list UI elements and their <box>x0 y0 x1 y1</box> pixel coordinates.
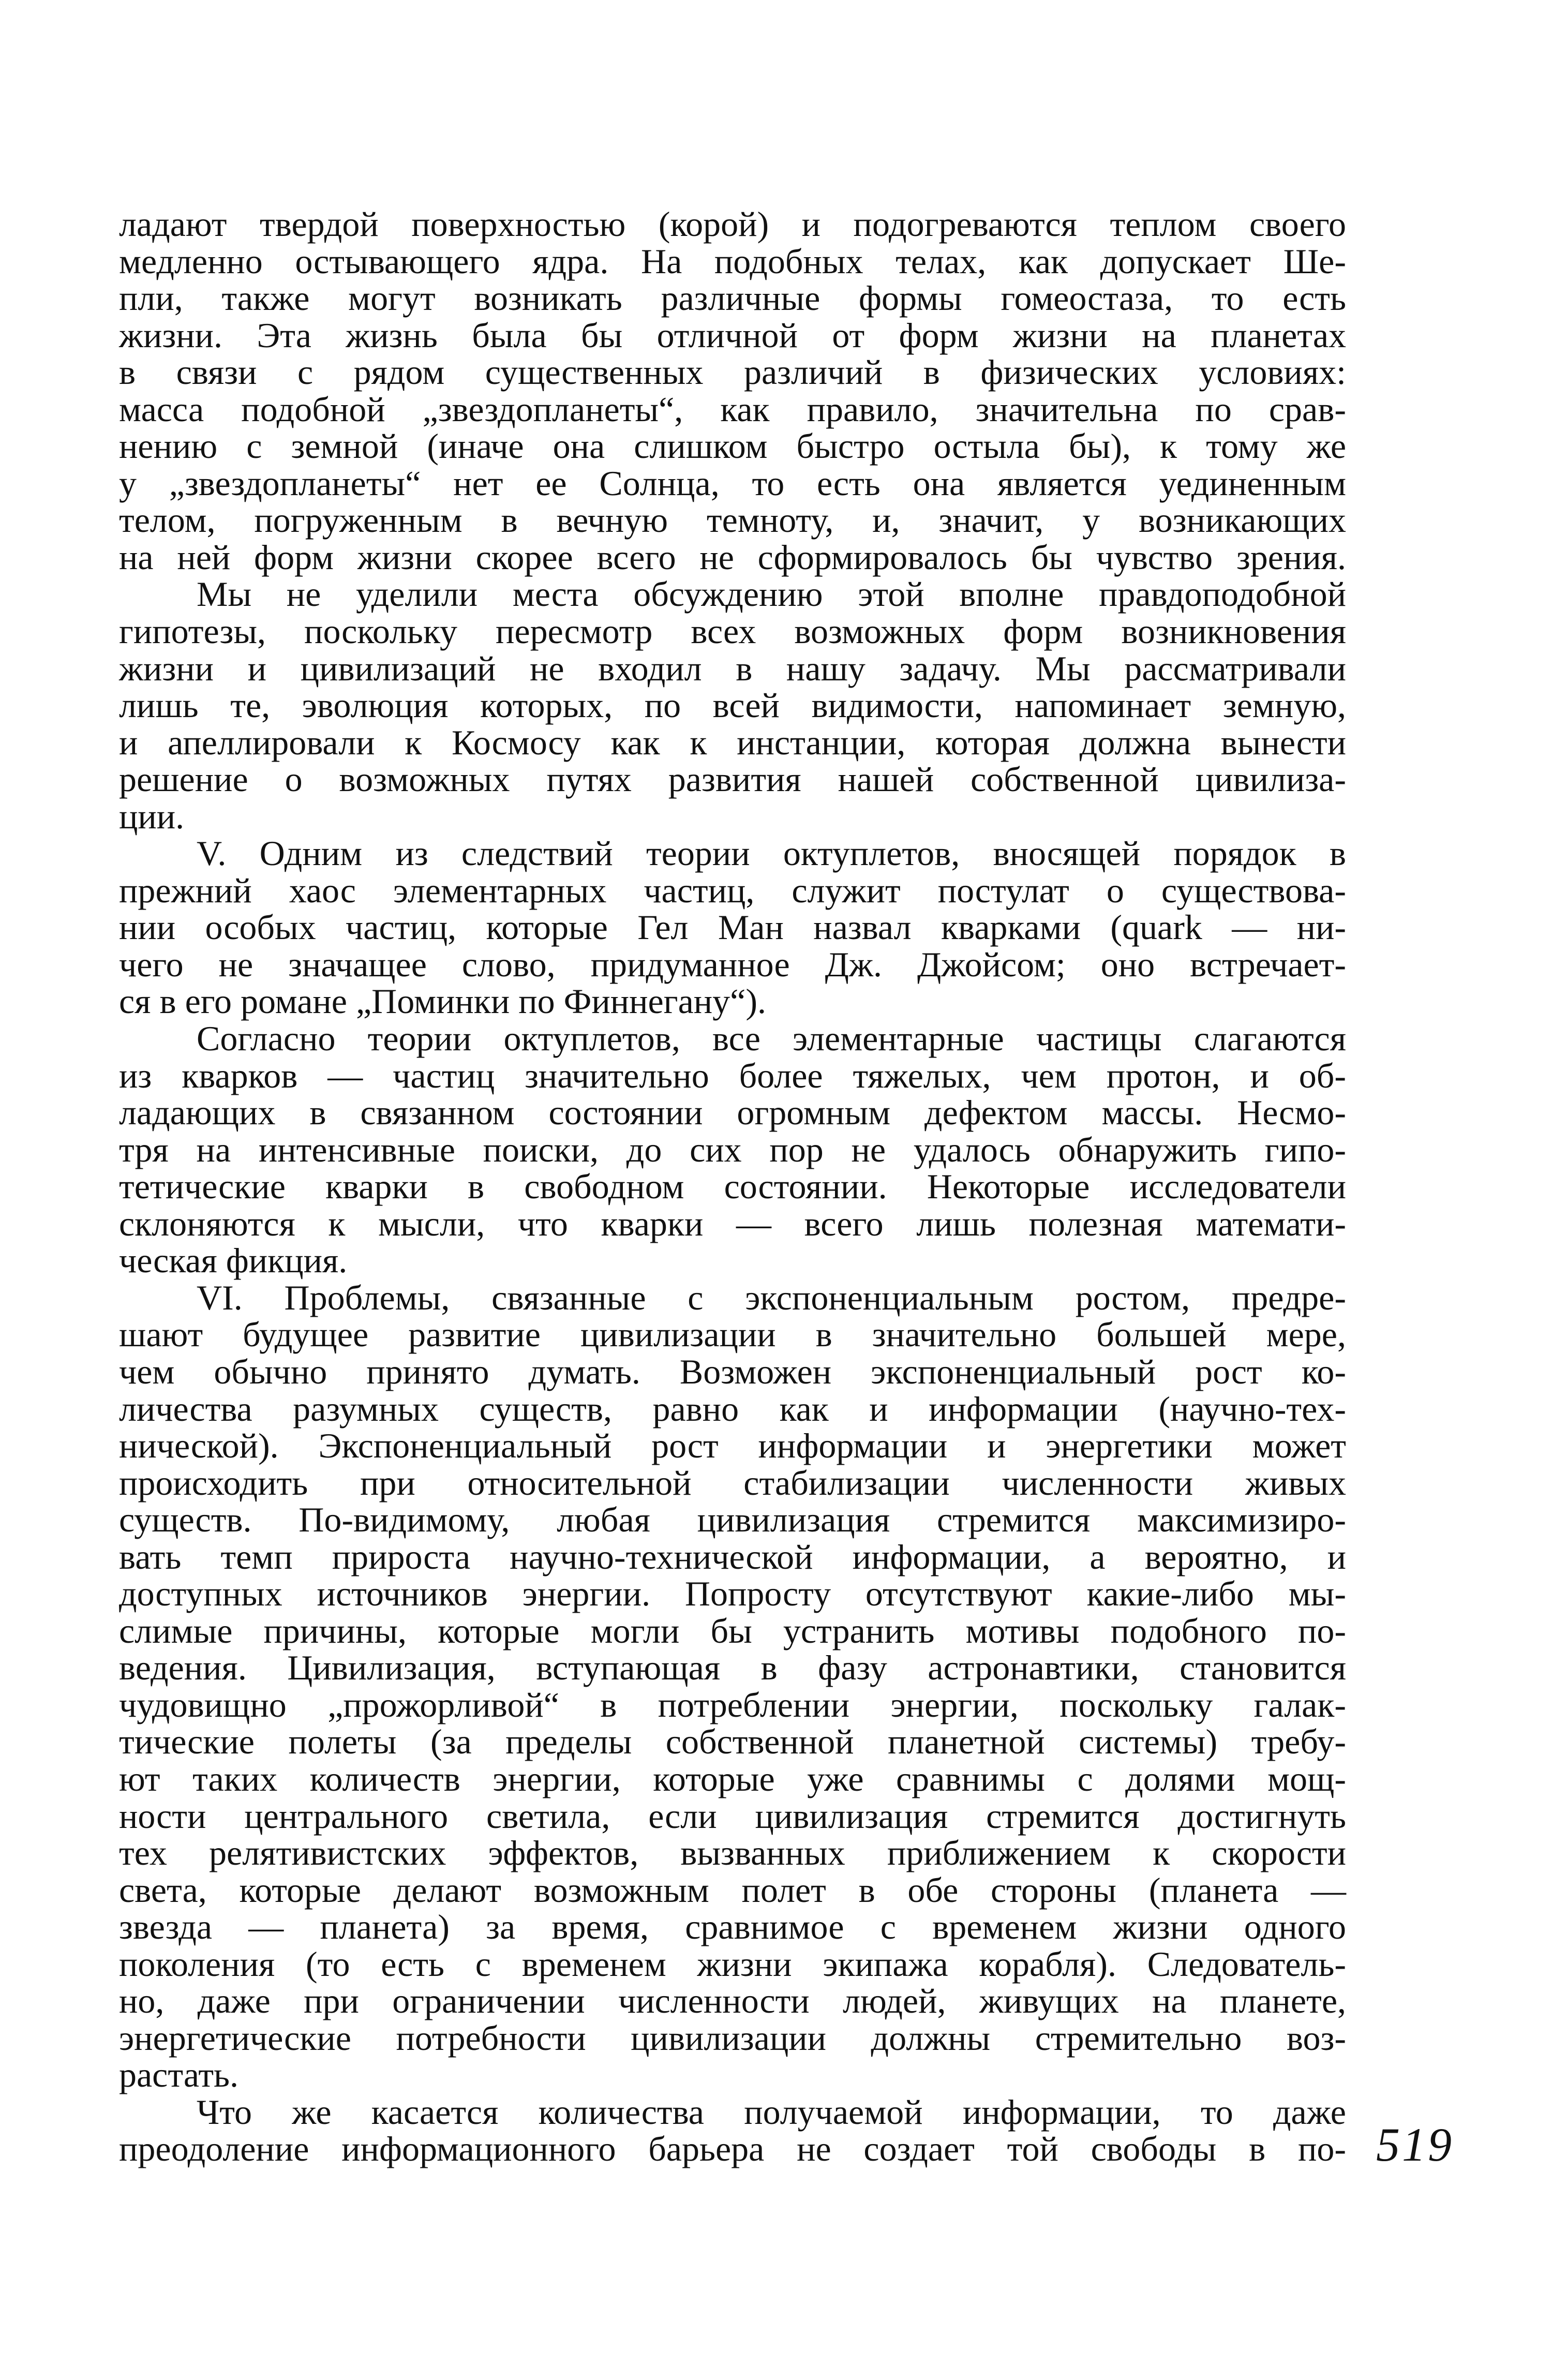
text-line: ют таких количеств энергии, которые уже сравнимы с долями мощ- <box>119 1759 1346 1798</box>
text-line: нической). Экспоненциальный рост информации и энергетики может <box>119 1426 1346 1466</box>
text-line: тетические кварки в свободном состоянии. Некоторые исследователи <box>119 1167 1346 1207</box>
text-line: растать. <box>119 2055 239 2095</box>
text-line: склоняются к мысли, что кварки — всего лишь полезная математи- <box>119 1203 1346 1243</box>
text-line: лишь те, эволюция которых, по всей видимости, напоминает земную, <box>119 686 1346 725</box>
page-number: 519 <box>1376 2118 1454 2171</box>
text-line: доступных источников энергии. Попросту отсутствуют какие-либо мы- <box>119 1574 1346 1614</box>
body-text <box>119 206 1346 2168</box>
text-line: и апеллировали к Космосу как к инстанции, которая должна вынести <box>119 722 1346 762</box>
text-line: прежний хаос элементарных частиц, служит постулат о существова- <box>119 870 1346 910</box>
text-line: гипотезы, поскольку пересмотр всех возможных форм возникновения <box>119 612 1346 651</box>
text-line: ладающих в связанном состоянии огромным дефектом массы. Несмо- <box>119 1093 1346 1133</box>
text-line: но, даже при ограничении численности людей, живущих на планете, <box>119 1981 1346 2021</box>
text-line: из кварков — частиц значительно более тяжелых, чем протон, и об- <box>119 1055 1346 1095</box>
text-line: звезда — планета) за время, сравнимое с временем жизни одного <box>119 1907 1346 1947</box>
text-line: ведения. Цивилизация, вступающая в фазу астронавтики, становится <box>119 1648 1346 1688</box>
text-line: личества разумных существ, равно как и информации (научно-тех- <box>119 1389 1346 1429</box>
text-line: нии особых частиц, которые Гел Ман назвал кварками (quark — ни- <box>119 908 1346 947</box>
text-line: жизни и цивилизаций не входил в нашу задачу. Мы рассматривали <box>119 648 1346 688</box>
text-line: ности центрального светила, если цивилизация стремится достигнуть <box>119 1796 1346 1836</box>
text-line: VI. Проблемы, связанные с экспоненциальным ростом, предре- <box>197 1277 1346 1317</box>
text-line: тря на интенсивные поиски, до сих пор не удалось обнаружить гипо- <box>119 1129 1346 1169</box>
text-line: вать темп прироста научно-технической информации, а вероятно, и <box>119 1537 1346 1576</box>
text-line: слимые причины, которые могли бы устранить мотивы подобного по- <box>119 1611 1346 1650</box>
text-line: шают будущее развитие цивилизации в значительно большей мере, <box>119 1315 1346 1355</box>
text-line: нению с земной (иначе она слишком быстро остыла бы), к тому же <box>119 426 1346 466</box>
text-line: V. Одним из следствий теории октуплетов, вносящей порядок в <box>197 834 1346 873</box>
text-line: масса подобной „звездопланеты“, как правило, значительна по срав- <box>119 389 1346 429</box>
text-line: на ней форм жизни скорее всего не сформировалось бы чувство зрения. <box>119 537 1346 577</box>
text-line: чего не значащее слово, придуманное Дж. Джойсом; оно встречает- <box>119 944 1346 984</box>
text-line: преодоление информационного барьера не создает той свободы в по- <box>119 2129 1346 2169</box>
text-line: Согласно теории октуплетов, все элементарные частицы слагаются <box>197 1019 1346 1059</box>
text-line: ческая фикция. <box>119 1241 348 1281</box>
text-line: ладают твердой поверхностью (корой) и подогреваются теплом своего <box>119 204 1346 244</box>
text-line: Мы не уделили места обсуждению этой вполне правдоподобной <box>197 574 1346 614</box>
text-line: чем обычно принято думать. Возможен экспоненциальный рост ко- <box>119 1351 1346 1391</box>
text-line: жизни. Эта жизнь была бы отличной от форм жизни на планетах <box>119 315 1346 355</box>
text-line: ции. <box>119 796 185 836</box>
text-line: чудовищно „прожорливой“ в потреблении энергии, поскольку галак- <box>119 1685 1346 1724</box>
text-line: тические полеты (за пределы собственной планетной системы) требу- <box>119 1722 1346 1762</box>
text-line: телом, погруженным в вечную темноту, и, значит, у возникающих <box>119 500 1346 540</box>
text-line: медленно остывающего ядра. На подобных телах, как допускает Ше- <box>119 241 1346 281</box>
text-line: в связи с рядом существенных различий в физических условиях: <box>119 352 1346 392</box>
text-line: энергетические потребности цивилизации должны стремительно воз- <box>119 2018 1346 2058</box>
text-line: у „звездопланеты“ нет ее Солнца, то есть она является уединенным <box>119 463 1346 503</box>
text-line: ся в его романе „Поминки по Финнегану“). <box>119 981 766 1021</box>
text-line: происходить при относительной стабилизации численности живых <box>119 1463 1346 1503</box>
text-line: света, которые делают возможным полет в обе стороны (планета — <box>119 1870 1346 1910</box>
text-line: существ. По-видимому, любая цивилизация стремится максимизиро- <box>119 1500 1346 1540</box>
text-line: пли, также могут возникать различные формы гомеостаза, то есть <box>119 278 1346 318</box>
text-line: тех релятивистских эффектов, вызванных приближением к скорости <box>119 1833 1346 1873</box>
text-line: Что же касается количества получаемой информации, то даже <box>197 2092 1346 2132</box>
text-line: поколения (то есть с временем жизни экипажа корабля). Следователь- <box>119 1944 1346 1984</box>
text-line: решение о возможных путях развития нашей собственной цивилиза- <box>119 760 1346 799</box>
